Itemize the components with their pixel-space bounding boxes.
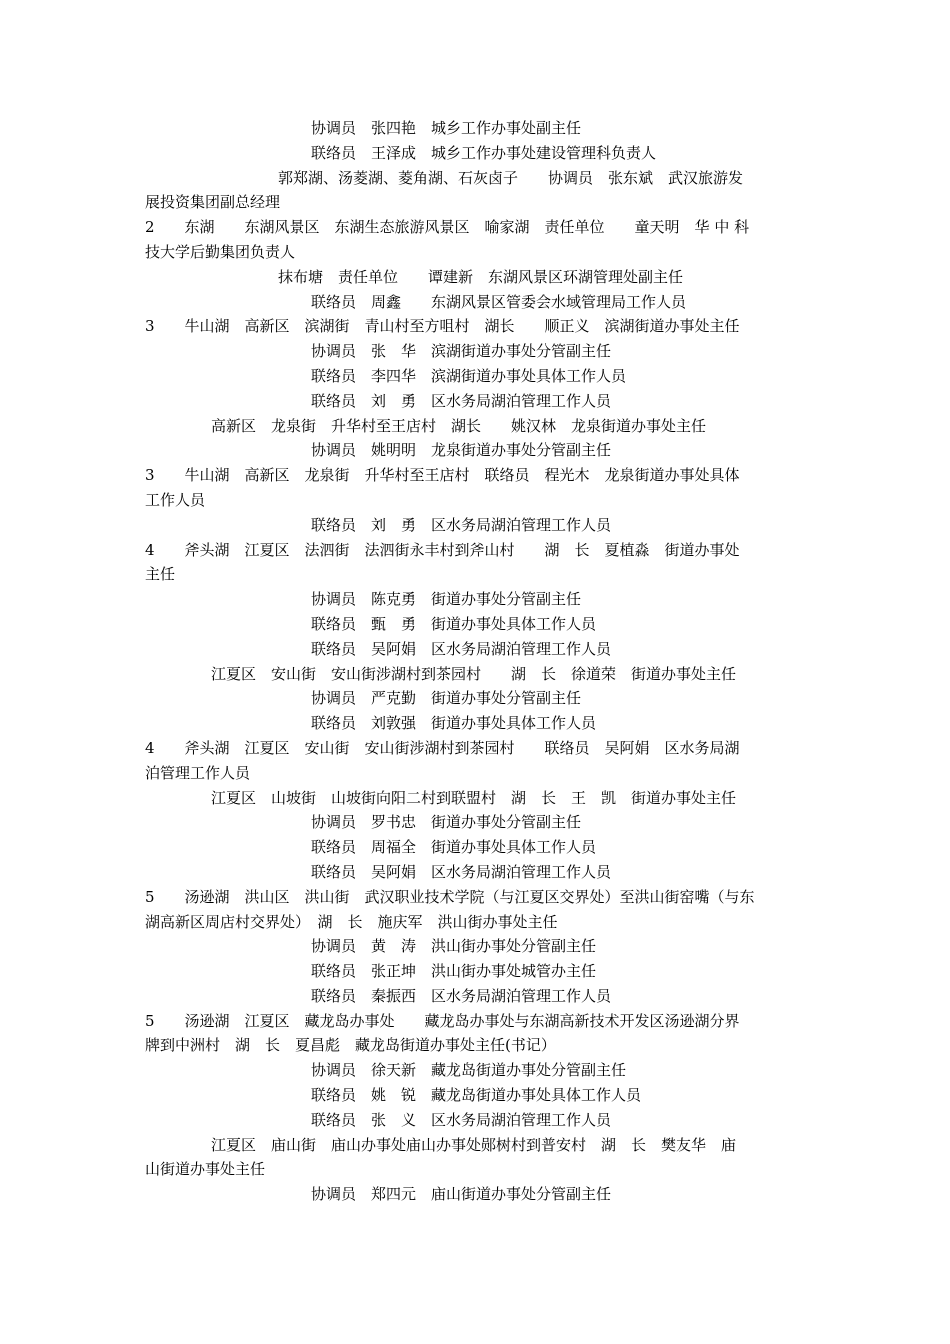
text-line: 高新区 龙泉街 升华村至王店村 湖长 姚汉林 龙泉街道办事处主任 (211, 416, 707, 435)
text-line: 联络员 周鑫 东湖风景区管委会水域管理局工作人员 (311, 292, 687, 311)
text-line: 牌到中洲村 湖 长 夏昌彪 藏龙岛街道办事处主任(书记） (145, 1036, 556, 1055)
text-line: 联络员 吴阿娟 区水务局湖泊管理工作人员 (311, 639, 612, 658)
text-line: 3 牛山湖 高新区 龙泉街 升华村至王店村 联络员 程光木 龙泉街道办事处具体 (145, 466, 740, 485)
text-line: 协调员 姚明明 龙泉街道办事处分管副主任 (311, 441, 612, 460)
text-line: 联络员 李四华 滨湖街道办事处具体工作人员 (311, 366, 627, 385)
text-line: 联络员 王泽成 城乡工作办事处建设管理科负责人 (311, 143, 657, 162)
text-line: 联络员 周福全 街道办事处具体工作人员 (311, 838, 597, 857)
text-line: 山街道办事处主任 (145, 1160, 266, 1179)
text-line: 协调员 陈克勇 街道办事处分管副主任 (311, 590, 582, 609)
text-line: 技大学后勤集团负责人 (145, 242, 296, 261)
text-line: 联络员 刘 勇 区水务局湖泊管理工作人员 (311, 391, 612, 410)
text-line: 4 斧头湖 江夏区 法泗街 法泗街永丰村到斧山村 湖 长 夏植淼 街道办事处 (145, 540, 740, 559)
text-line: 协调员 徐天新 藏龙岛街道办事处分管副主任 (311, 1061, 627, 1080)
text-line: 联络员 秦振西 区水务局湖泊管理工作人员 (311, 986, 612, 1005)
text-line: 协调员 张四艳 城乡工作办事处副主任 (311, 119, 582, 137)
text-line: 江夏区 山坡街 山坡街向阳二村到联盟村 湖 长 王 凯 街道办事处主任 (211, 788, 737, 807)
text-line: 湖高新区周店村交界处） 湖 长 施庆军 洪山街办事处主任 (145, 912, 558, 931)
text-line: 联络员 姚 锐 藏龙岛街道办事处具体工作人员 (311, 1086, 642, 1105)
text-line: 3 牛山湖 高新区 滨湖街 青山村至方咀村 湖长 顺正义 滨湖街道办事处主任 (145, 317, 740, 336)
text-line: 郭郑湖、汤菱湖、菱角湖、石灰卤子 协调员 张东斌 武汉旅游发 (278, 168, 744, 187)
text-line: 协调员 罗书忠 街道办事处分管副主任 (311, 813, 582, 832)
text-line: 联络员 甄 勇 街道办事处具体工作人员 (311, 614, 597, 633)
text-line: 4 斧头湖 江夏区 安山街 安山街涉湖村到茶园村 联络员 吴阿娟 区水务局湖 (145, 738, 740, 757)
text-line: 联络员 吴阿娟 区水务局湖泊管理工作人员 (311, 862, 612, 881)
text-line: 主任 (145, 565, 176, 584)
text-line: 协调员 张 华 滨湖街道办事处分管副主任 (311, 342, 612, 361)
text-line: 联络员 刘敦强 街道办事处具体工作人员 (311, 714, 597, 733)
text-line: 展投资集团副总经理 (145, 193, 281, 212)
text-line: 协调员 严克勤 街道办事处分管副主任 (311, 689, 582, 708)
text-line: 5 汤逊湖 洪山区 洪山街 武汉职业技术学院（与江夏区交界处）至洪山街窑嘴（与东 (145, 887, 755, 906)
text-line: 2 东湖 东湖风景区 东湖生态旅游风景区 喻家湖 责任单位 童天明 华 中 科 (145, 218, 750, 237)
text-line: 协调员 黄 涛 洪山街办事处分管副主任 (311, 937, 597, 956)
text-line: 江夏区 安山街 安山街涉湖村到茶园村 湖 长 徐道荣 街道办事处主任 (211, 664, 737, 683)
text-line: 联络员 张 义 区水务局湖泊管理工作人员 (311, 1110, 612, 1129)
document-body (145, 116, 807, 1207)
text-line: 工作人员 (145, 490, 206, 509)
text-line: 江夏区 庙山街 庙山办事处庙山办事处郧树村到普安村 湖 长 樊友华 庙 (211, 1135, 737, 1154)
text-line: 泊管理工作人员 (145, 763, 251, 782)
text-line: 联络员 张正坤 洪山街办事处城管办主任 (311, 962, 597, 981)
text-line: 5 汤逊湖 江夏区 藏龙岛办事处 藏龙岛办事处与东湖高新技术开发区汤逊湖分界 (145, 1011, 740, 1030)
text-line: 抹布塘 责任单位 谭建新 东湖风景区环湖管理处副主任 (278, 267, 684, 286)
text-line: 联络员 刘 勇 区水务局湖泊管理工作人员 (311, 515, 612, 534)
text-line: 协调员 郑四元 庙山街道办事处分管副主任 (311, 1185, 612, 1204)
